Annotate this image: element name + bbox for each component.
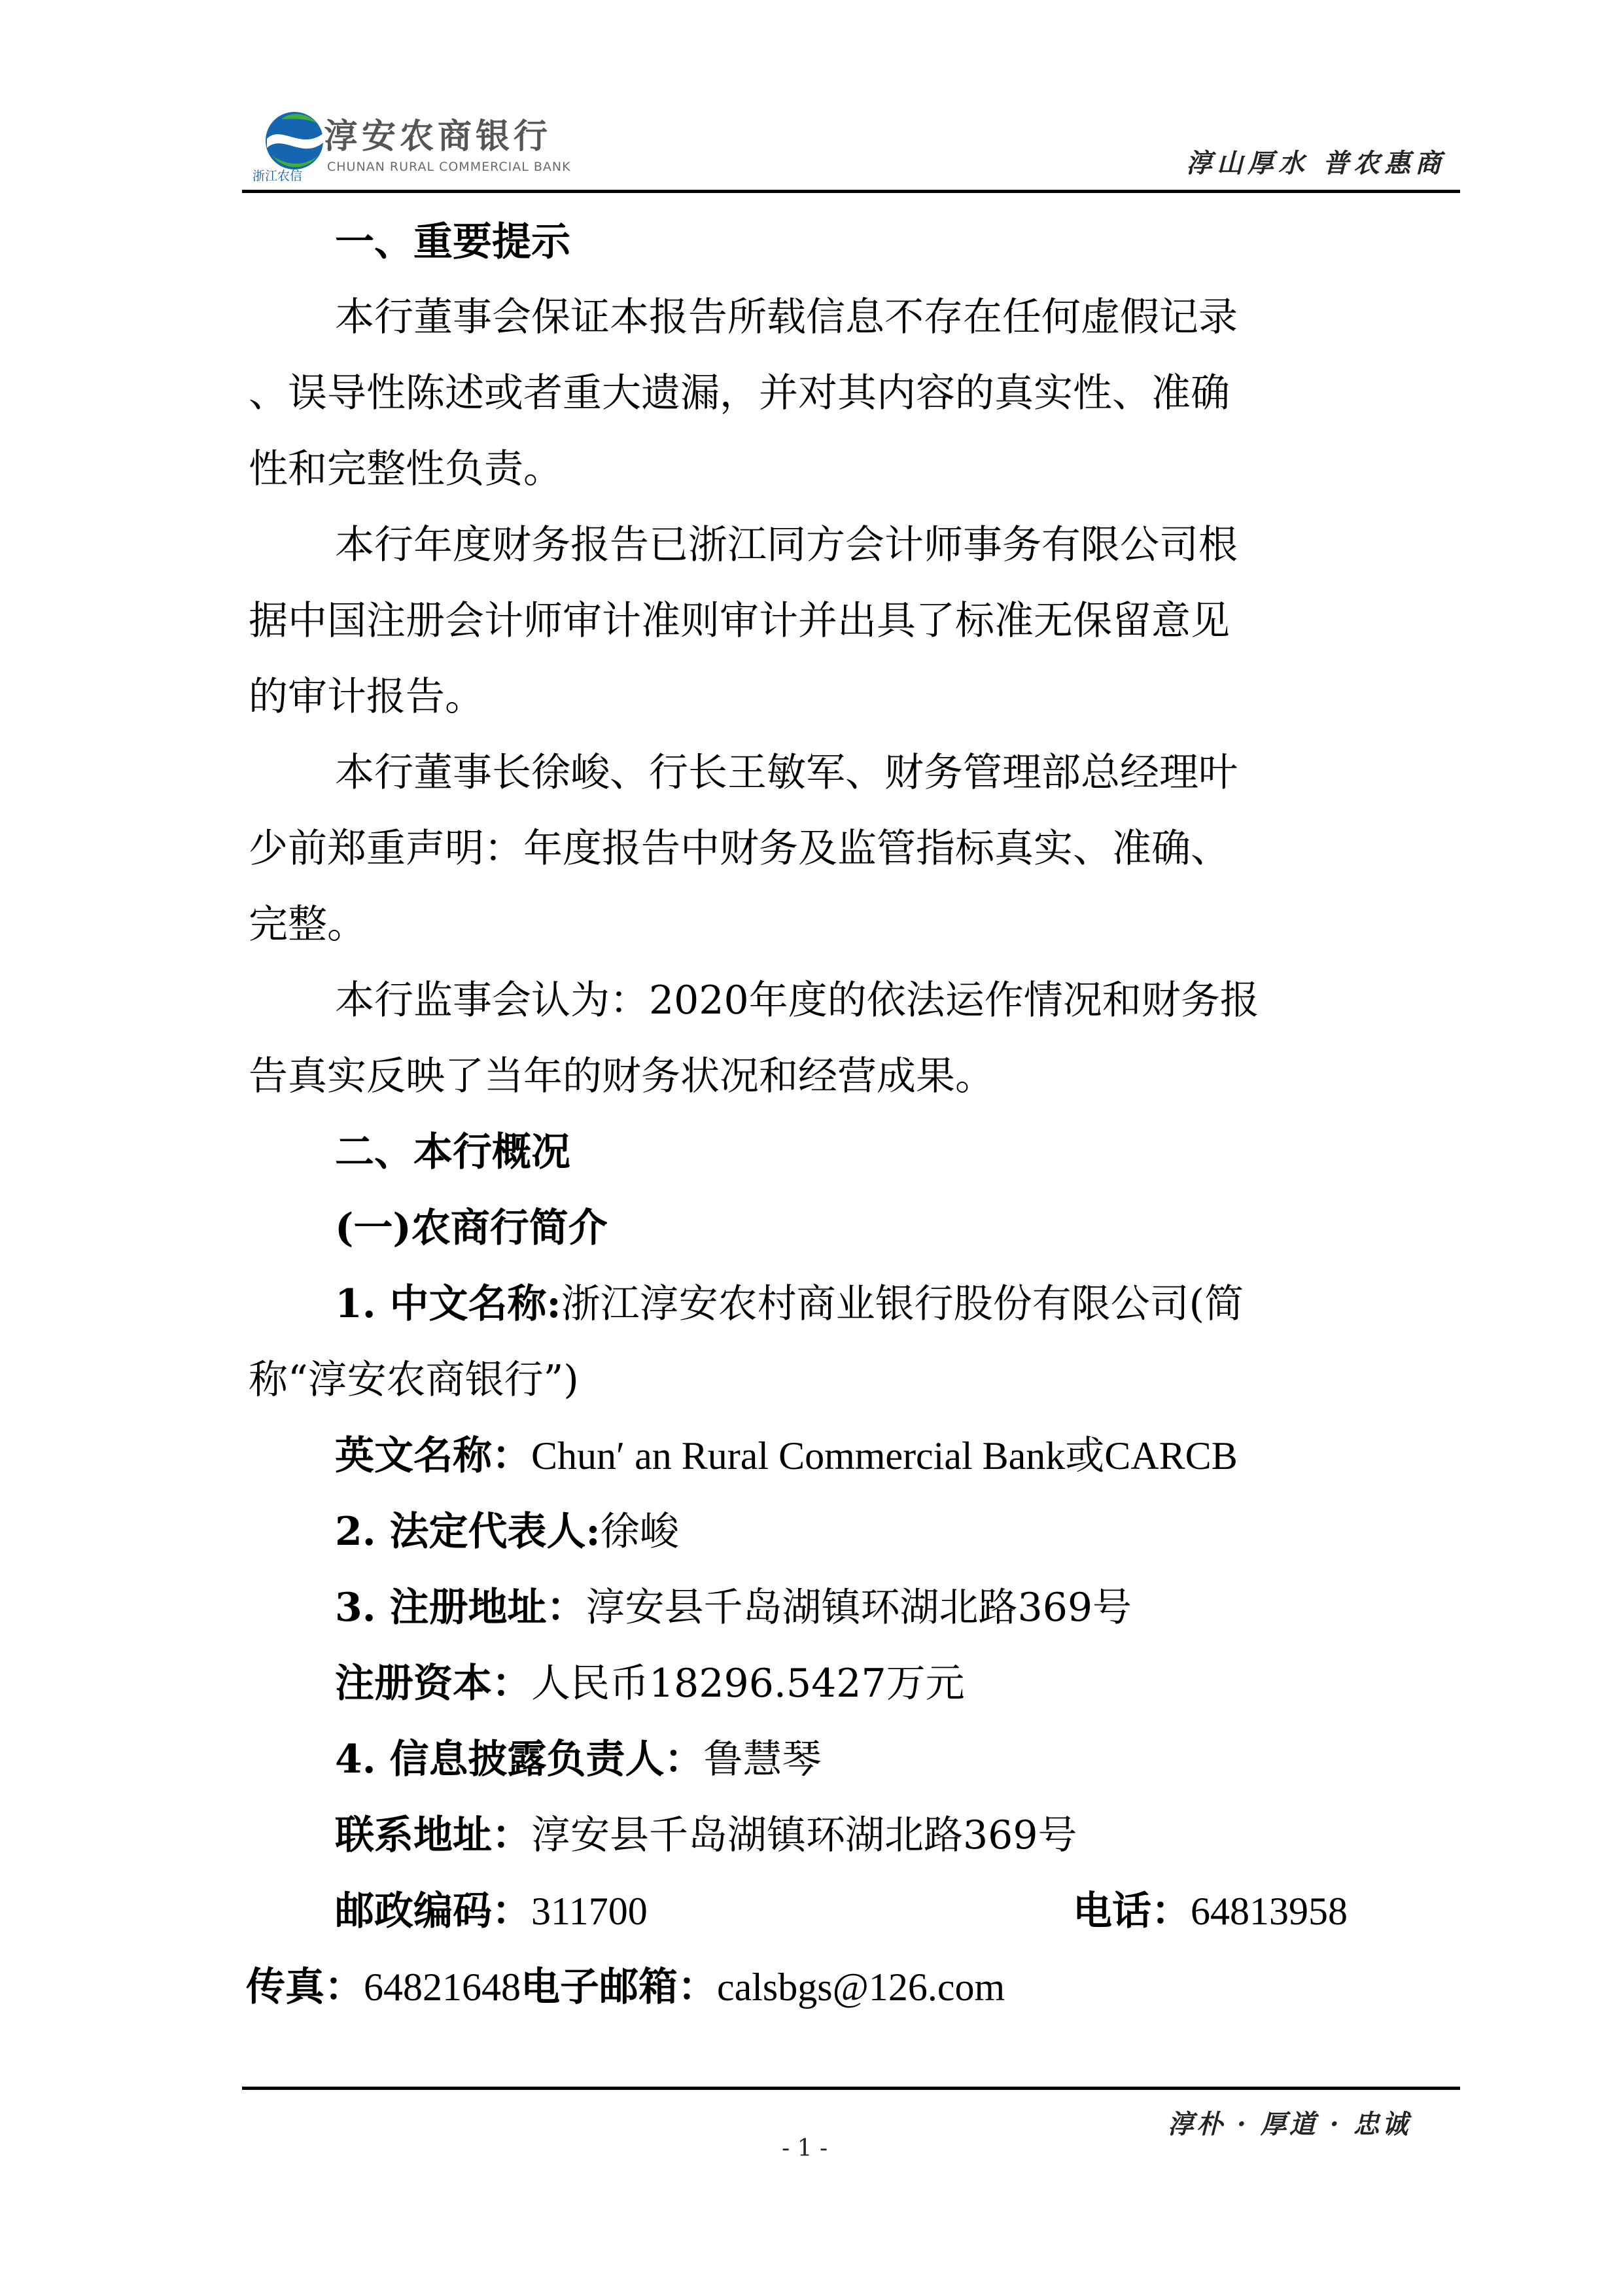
- paragraph-line: 本行监事会认为：2020年度的依法运作情况和财务报: [335, 978, 1259, 1023]
- item-reg-capital: [335, 1661, 965, 1706]
- page-header: [242, 98, 1459, 196]
- item-contact-address: [335, 1812, 1077, 1858]
- item-label: 1. 中文名称:: [335, 1281, 561, 1327]
- item-value: calsbgs@126.com: [717, 1966, 1005, 2009]
- subsection-heading: (一)农商行简介: [335, 1205, 608, 1251]
- footer-slogan: 淳朴 · 厚道 · 忠诚: [1168, 2109, 1411, 2140]
- item-reg-address: [335, 1585, 1132, 1631]
- footer-divider: [242, 2087, 1460, 2090]
- header-divider: [242, 190, 1460, 193]
- item-chinese-name-cont: 称“淳安农商银行”): [249, 1357, 579, 1403]
- paragraph-line: 的审计报告。: [249, 674, 484, 720]
- paragraph-line: 完整。: [249, 902, 366, 947]
- item-label: 2. 法定代表人:: [335, 1509, 601, 1555]
- item-label: 英文名称：: [335, 1433, 531, 1479]
- item-legal-rep: [335, 1509, 679, 1555]
- paragraph-line: 、误导性陈述或者重大遗漏，并对其内容的真实性、准确: [249, 370, 1230, 416]
- item-label: 4. 信息披露负责人：: [335, 1737, 704, 1782]
- item-english-name: [335, 1433, 1238, 1479]
- paragraph-line: 本行董事长徐峻、行长王敏军、财务管理部总经理叶: [335, 750, 1238, 796]
- item-value: 淳安县千岛湖镇环湖北路369号: [531, 1812, 1077, 1858]
- brand-name-en: CHUNAN RURAL COMMERCIAL BANK: [327, 160, 571, 174]
- paragraph-line: 本行年度财务报告已浙江同方会计师事务有限公司根: [335, 522, 1238, 568]
- paragraph-line: 告真实反映了当年的财务状况和经营成果。: [249, 1053, 994, 1099]
- paragraph-line: 性和完整性负责。: [249, 446, 563, 492]
- item-telephone: [1073, 1888, 1348, 1934]
- item-label: 联系地址：: [335, 1812, 531, 1858]
- header-slogan: 淳山厚水 普农惠商: [1186, 148, 1446, 179]
- section2-heading: 二、本行概况: [335, 1129, 570, 1175]
- brand-name-cn: 淳安农商银行: [324, 117, 552, 156]
- item-value: 64821648: [364, 1966, 521, 2009]
- item-value: 鲁慧琴: [703, 1737, 822, 1782]
- item-label: 传真：: [246, 1964, 364, 2010]
- item-value: 徐峻: [600, 1509, 679, 1555]
- paragraph-line: 少前郑重声明：年度报告中财务及监管指标真实、准确、: [249, 826, 1230, 872]
- item-value: 淳安县千岛湖镇环湖北路369号: [585, 1585, 1132, 1631]
- item-postcode: [335, 1888, 648, 1934]
- item-label: 注册资本：: [335, 1661, 531, 1706]
- item-value: 浙江淳安农村商业银行股份有限公司(简: [561, 1281, 1244, 1327]
- logo-caption: 浙江农信: [253, 169, 303, 183]
- page-number: - 1 -: [782, 2135, 828, 2162]
- paragraph-line: 据中国注册会计师审计准则审计并出具了标准无保留意见: [249, 598, 1230, 644]
- paragraph-line: 本行董事会保证本报告所载信息不存在任何虚假记录: [335, 294, 1238, 340]
- item-chinese-name: [335, 1281, 1244, 1327]
- item-value: 64813958: [1191, 1890, 1348, 1933]
- item-value: Chun′ an Rural Commercial Bank或CARCB: [531, 1434, 1238, 1477]
- section1-heading: 一、重要提示: [335, 219, 570, 265]
- item-label: 邮政编码：: [335, 1888, 531, 1934]
- item-fax-email: [246, 1964, 1005, 2010]
- item-label: 电话：: [1073, 1888, 1191, 1934]
- item-label: 3. 注册地址：: [335, 1585, 586, 1631]
- item-value: 人民币18296.5427万元: [531, 1661, 965, 1706]
- item-value: 311700: [531, 1890, 648, 1933]
- item-disclosure-officer: [335, 1737, 822, 1782]
- item-label: 电子邮箱：: [521, 1964, 717, 2010]
